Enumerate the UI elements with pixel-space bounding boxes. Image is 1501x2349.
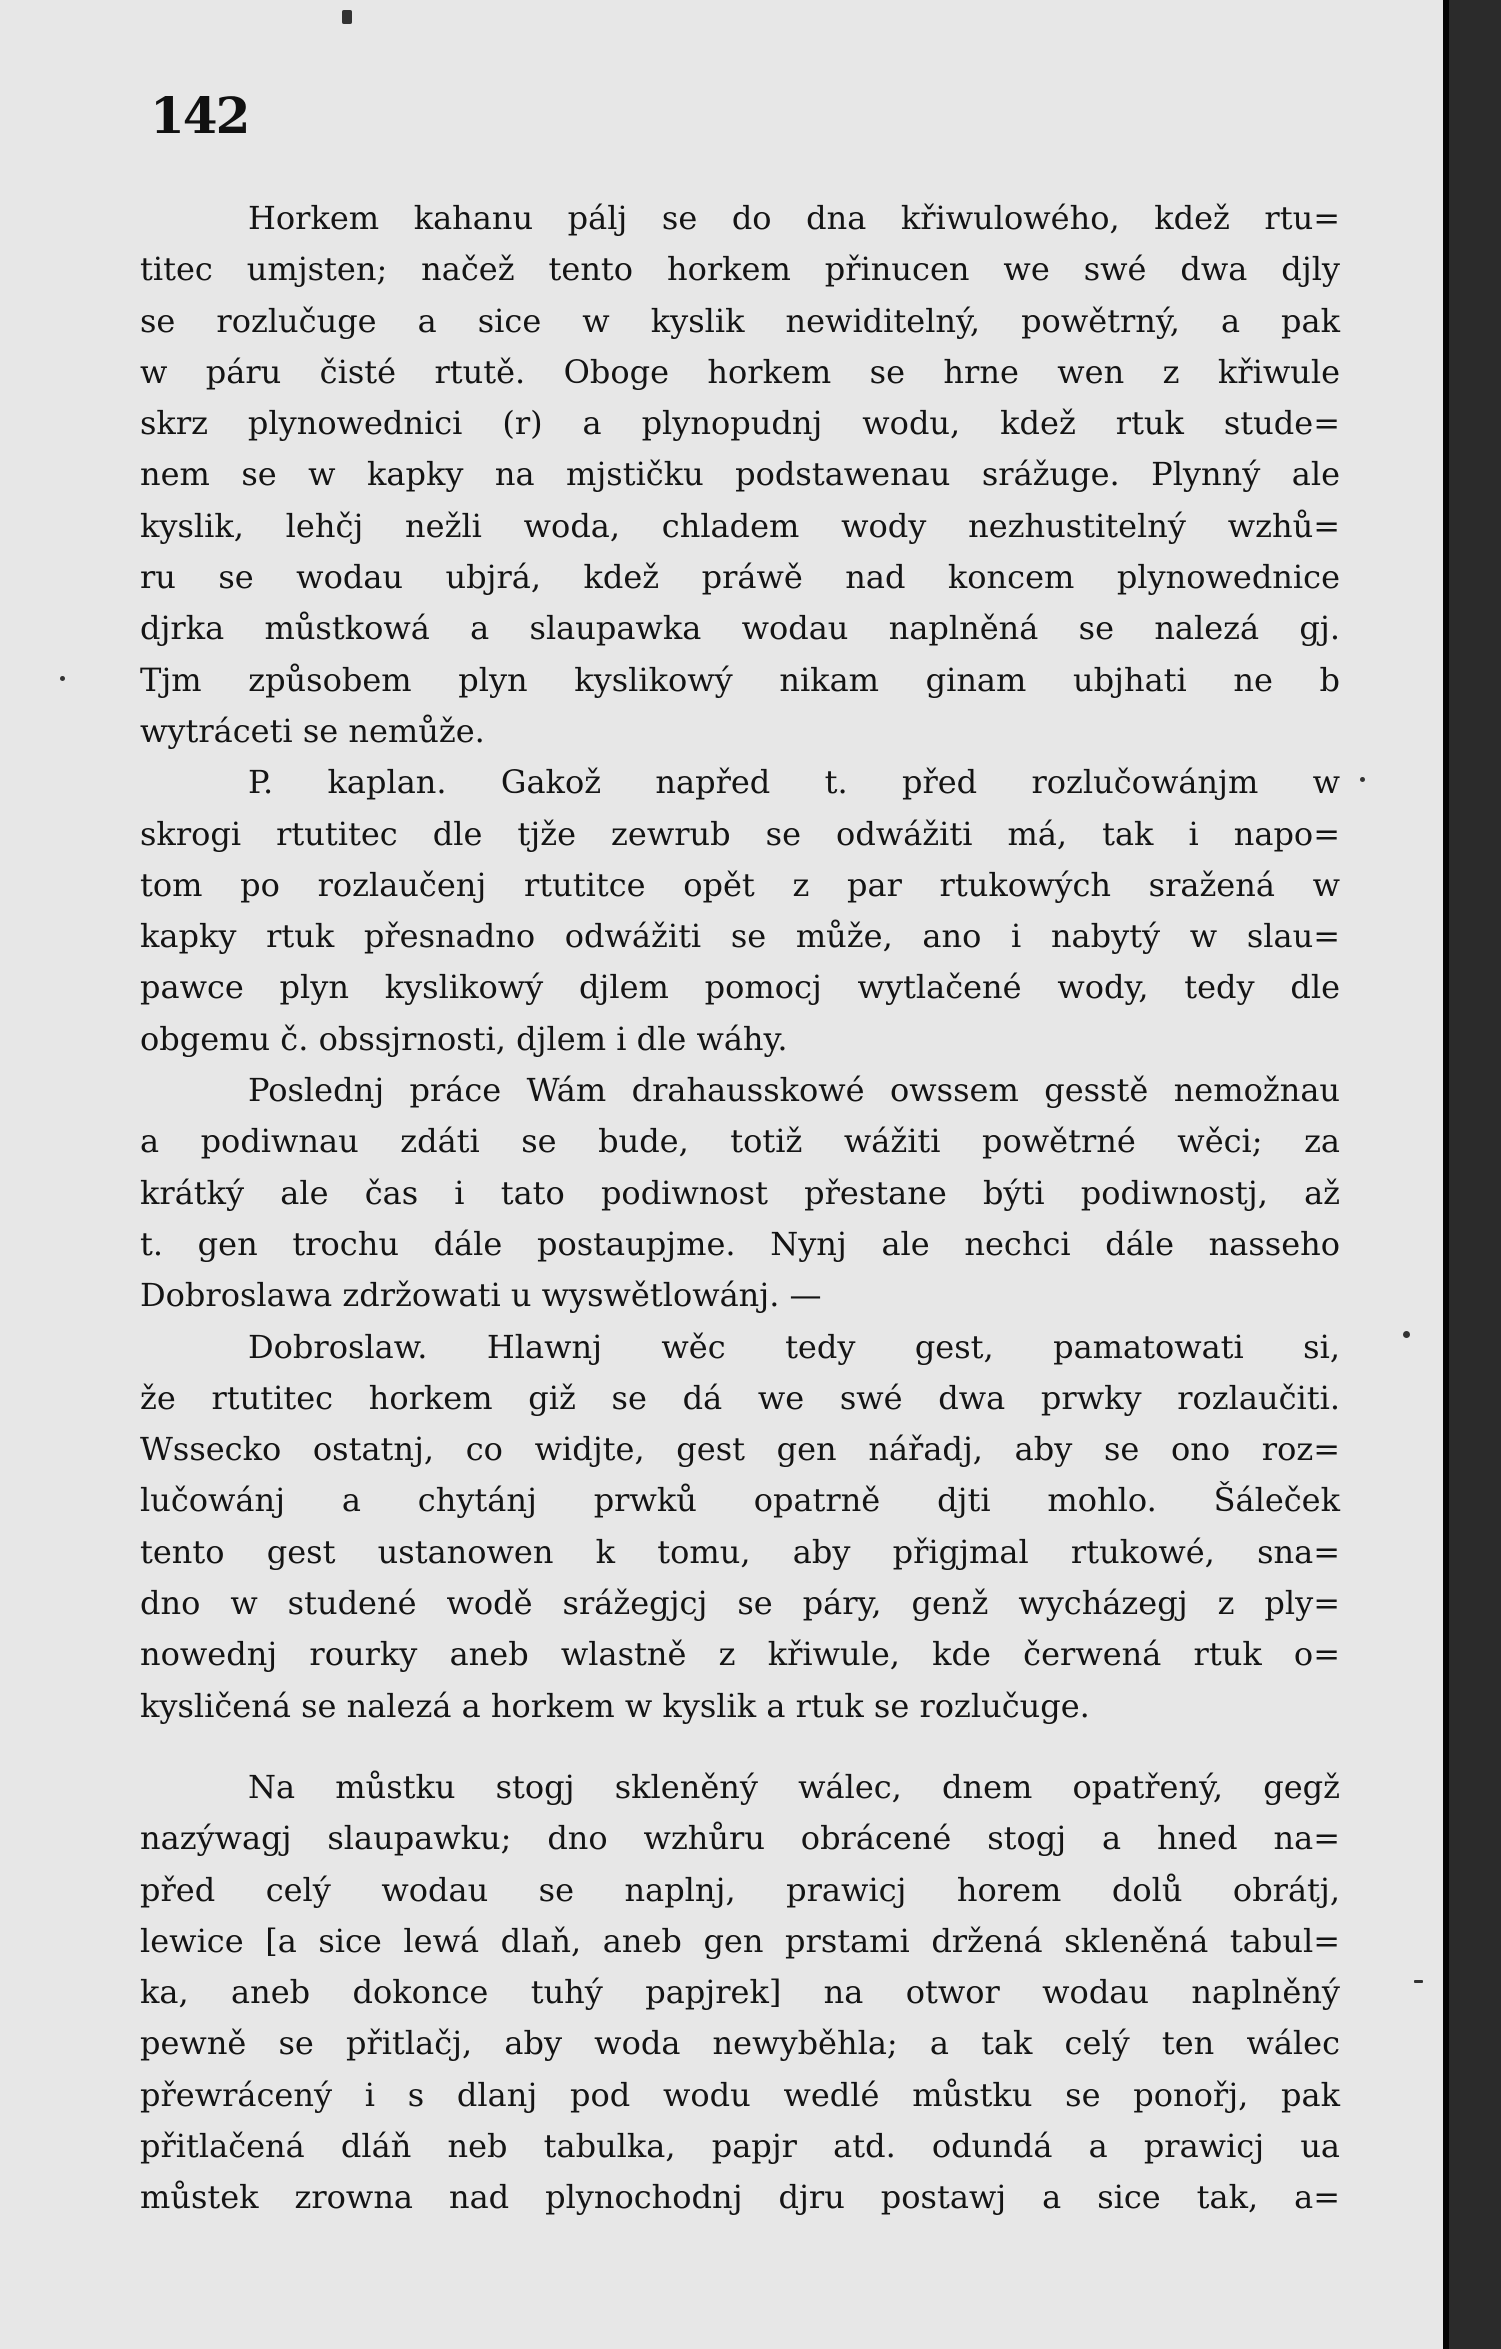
- text-line: nem se w kapky na mjstičku podstawenau srážuge. Plynný ale: [140, 455, 1340, 494]
- text-line: že rtutitec horkem giž se dá we swé dwa prwky rozlaučiti.: [140, 1378, 1340, 1417]
- text-line: Na můstku stogj skleněný wálec, dnem opatřený, gegž: [248, 1768, 1340, 1806]
- text-line: lučowánj a chytánj prwků opatrně djti mohlo. Šáleček: [140, 1481, 1340, 1520]
- text-line: přewrácený i s dlanj pod wodu wedlé můstku se ponořj, pak: [140, 2075, 1340, 2114]
- ink-speck: [1403, 1331, 1410, 1338]
- text-line: obgemu č. obssjrnosti, djlem i dle wáhy.: [140, 1019, 788, 1058]
- text-line: kapky rtuk přesnadno odwážiti se může, ano i nabytý w slau=: [140, 917, 1340, 956]
- text-line: pewně se přitlačj, aby woda newyběhla; a tak celý ten wálec: [140, 2024, 1340, 2063]
- text-line: přitlačená dláň neb tabulka, papjr atd. odundá a prawicj ua: [140, 2127, 1340, 2166]
- text-line: lewice [a sice lewá dlaň, aneb gen prstami držená skleněná tabul=: [140, 1921, 1340, 1960]
- ink-speck: [60, 676, 65, 681]
- text-line: a podiwnau zdáti se bude, totiž wážiti powětrné wěci; za: [140, 1122, 1340, 1161]
- text-line: P. kaplan. Gakož napřed t. před rozlučowánjm w: [248, 763, 1340, 802]
- text-line: ka, aneb dokonce tuhý papjrek] na otwor wodau naplněný: [140, 1973, 1340, 2012]
- text-line: pawce plyn kyslikowý djlem pomocj wytlačené wody, tedy dle: [140, 968, 1340, 1007]
- text-line: dno w studené wodě srážegjcj se páry, genž wycházegj z ply=: [140, 1584, 1340, 1623]
- page-number: 142: [150, 86, 249, 145]
- text-line: djrka můstkowá a slaupawka wodau naplněná se nalezá gj.: [140, 609, 1340, 648]
- ink-speck: [1414, 1980, 1423, 1983]
- text-line: Dobroslawa zdržowati u wyswětlowánj. —: [140, 1276, 822, 1315]
- text-line: nazýwagj slaupawku; dno wzhůru obrácené stogj a hned na=: [140, 1819, 1340, 1858]
- text-line: Tjm způsobem plyn kyslikowý nikam ginam ubjhati ne b: [140, 660, 1340, 699]
- text-line: Wssecko ostatnj, co widjte, gest gen nářadj, aby se ono roz=: [140, 1430, 1340, 1469]
- text-line: nowednj rourky aneb wlastně z křiwule, kde čerwená rtuk o=: [140, 1635, 1340, 1674]
- text-line: Dobroslaw. Hlawnj wěc tedy gest, pamatowati si,: [248, 1327, 1340, 1366]
- ink-speck: [1360, 777, 1365, 782]
- text-line: ru se wodau ubjrá, kdež práwě nad koncem plynowednice: [140, 558, 1340, 597]
- text-line: před celý wodau se naplnj, prawicj horem dolů obrátj,: [140, 1870, 1340, 1909]
- text-line: Poslednj práce Wám drahausskowé owssem gesstě nemožnau: [248, 1071, 1340, 1110]
- text-line: wytráceti se nemůže.: [140, 711, 485, 750]
- text-line: tento gest ustanowen k tomu, aby přigjmal rtukowé, sna=: [140, 1532, 1340, 1571]
- text-line: můstek zrowna nad plynochodnj djru postawj a sice tak, a=: [140, 2178, 1340, 2217]
- text-line: Horkem kahanu pálj se do dna křiwulowého, kdež rtu=: [248, 199, 1340, 237]
- text-block-main: [140, 193, 1340, 1732]
- ink-speck: [342, 10, 352, 24]
- text-line: se rozlučuge a sice w kyslik newiditelný, powětrný, a pak: [140, 301, 1340, 340]
- text-line: krátký ale čas i tato podiwnost přestane býti podiwnostj, až: [140, 1173, 1340, 1212]
- text-block-second: [140, 1762, 1340, 2224]
- text-line: w páru čisté rtutě. Oboge horkem se hrne wen z křiwule: [140, 352, 1340, 391]
- text-line: tom po rozlaučenj rtutitce opět z par rtukowých sražená w: [140, 865, 1340, 904]
- text-line: titec umjsten; načež tento horkem přinucen we swé dwa djly: [140, 250, 1340, 289]
- text-line: t. gen trochu dále postaupjme. Nynj ale nechci dále nasseho: [140, 1224, 1340, 1263]
- text-line: skrz plynowednici (r) a plynopudnj wodu, kdež rtuk stude=: [140, 404, 1340, 443]
- text-line: kyslik, lehčj nežli woda, chladem wody nezhustitelný wzhů=: [140, 506, 1340, 545]
- text-line: kysličená se nalezá a horkem w kyslik a rtuk se rozlučuge.: [140, 1686, 1090, 1725]
- scan-background: [1449, 0, 1501, 2349]
- text-line: skrogi rtutitec dle tjže zewrub se odwážiti má, tak i napo=: [140, 814, 1340, 853]
